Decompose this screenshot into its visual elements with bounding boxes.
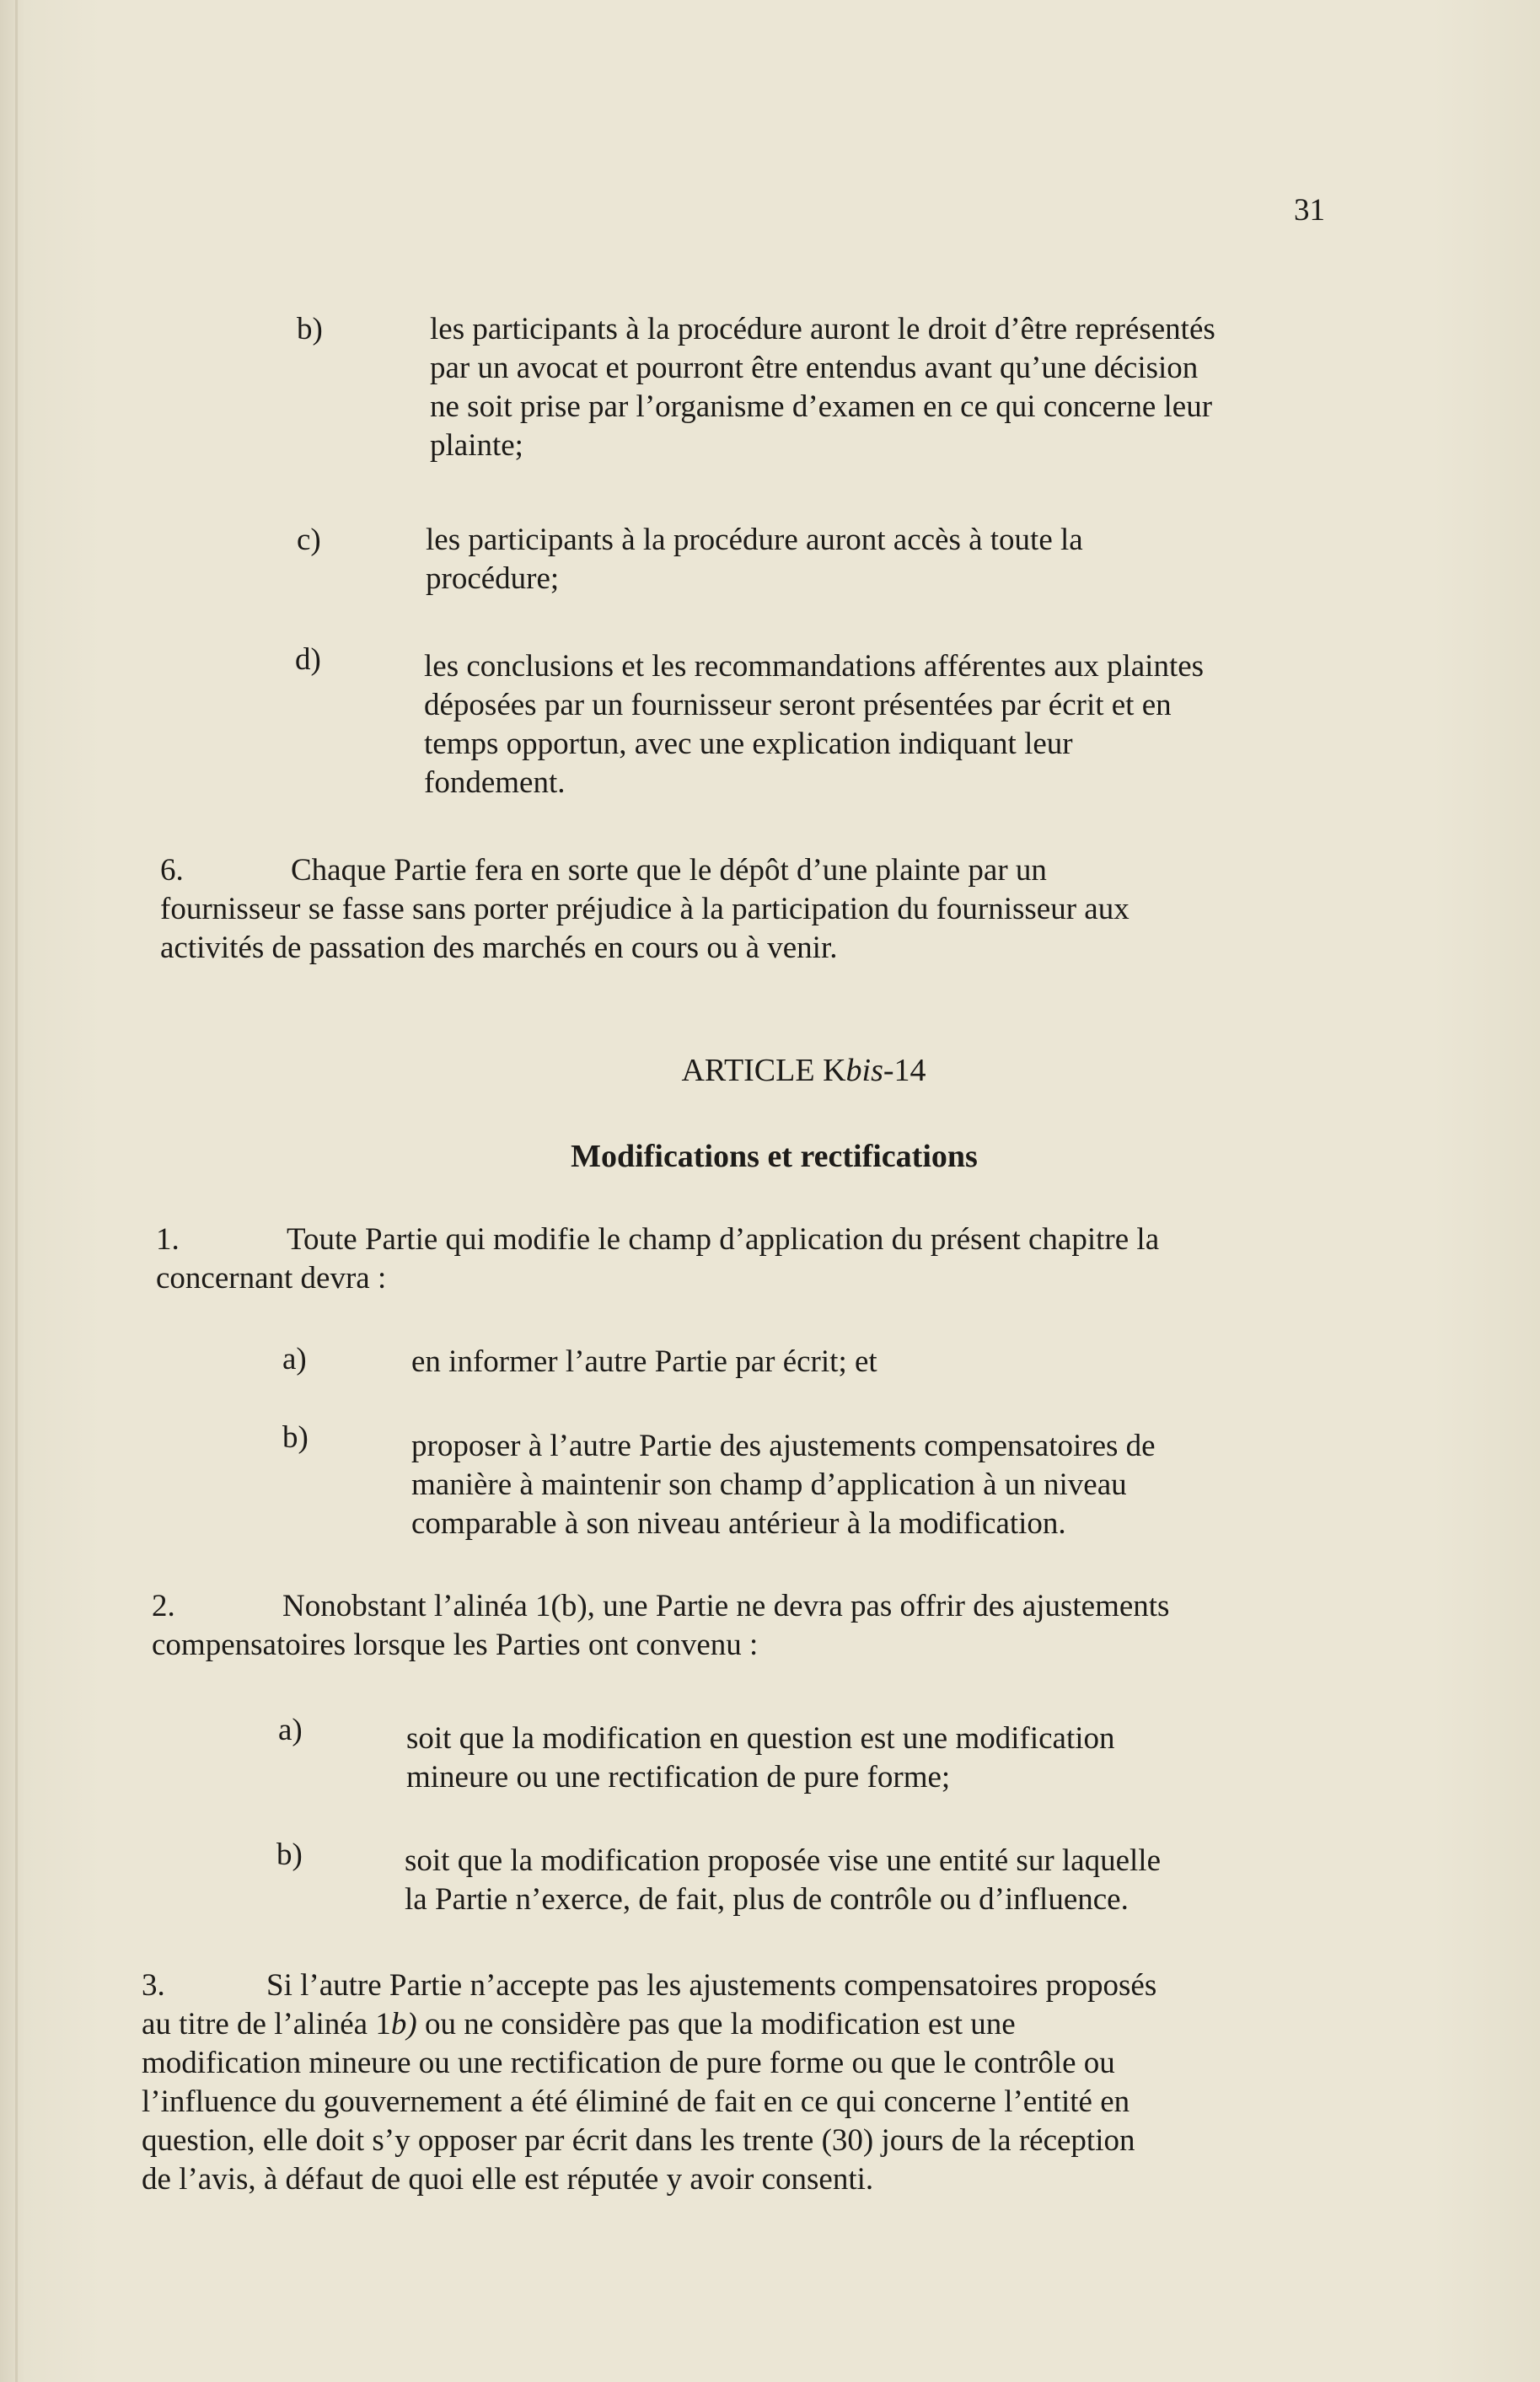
text-span: Si l’autre Partie n’accepte pas les ajustements compensatoires proposés bbox=[266, 1968, 1157, 2003]
text-line: fondement. bbox=[424, 765, 566, 800]
text-span: au titre de l’alinéa 1 bbox=[142, 2007, 391, 2041]
paragraph-number: 2. bbox=[152, 1589, 175, 1623]
text-line: soit que la modification proposée vise une entité sur laquelle bbox=[405, 1843, 1161, 1878]
item-text bbox=[430, 310, 1441, 465]
article-title-suffix: -14 bbox=[883, 1053, 926, 1088]
text-line: les participants à la procédure auront le droit d’être représentés bbox=[430, 312, 1215, 346]
text-span: Toute Partie qui modifie le champ d’application du présent chapitre la bbox=[287, 1222, 1160, 1257]
item-label: b) bbox=[282, 1420, 309, 1455]
text-line: de l’avis, à défaut de quoi elle est réputée y avoir consenti. bbox=[142, 2162, 874, 2197]
text-span: ou ne considère pas que la modification est une bbox=[416, 2007, 1016, 2041]
text-span: Nonobstant l’alinéa 1(b), une Partie ne devra pas offrir des ajustements bbox=[282, 1589, 1170, 1623]
text-line: plainte; bbox=[430, 428, 523, 463]
page-number: 31 bbox=[1294, 193, 1325, 228]
item-label: b) bbox=[276, 1837, 303, 1872]
article-title-italic: bis bbox=[845, 1053, 883, 1088]
text-line bbox=[142, 1966, 1490, 2005]
item-label: c) bbox=[297, 523, 321, 557]
text-line: fournisseur se fasse sans porter préjudice à la participation du fournisseur aux bbox=[160, 892, 1130, 926]
paragraph-number: 1. bbox=[156, 1222, 180, 1257]
item-text bbox=[411, 1343, 1423, 1381]
item-label: a) bbox=[278, 1713, 303, 1747]
item-text bbox=[426, 521, 1437, 598]
text-line bbox=[152, 1587, 1484, 1626]
article-title-prefix: ARTICLE K bbox=[681, 1053, 846, 1088]
text-line bbox=[156, 1221, 1471, 1259]
item-text bbox=[424, 647, 1469, 802]
text-line: en informer l’autre Partie par écrit; et bbox=[411, 1344, 877, 1379]
item-label: a) bbox=[282, 1342, 307, 1376]
text-line: ne soit prise par l’organisme d’examen en ce qui concerne leur bbox=[430, 389, 1213, 424]
article-title bbox=[34, 1052, 1540, 1089]
text-line: procédure; bbox=[426, 561, 560, 596]
paragraph-3 bbox=[142, 1966, 1490, 2199]
text-line: l’influence du gouvernement a été éliminé de fait en ce qui concerne l’entité en bbox=[142, 2084, 1130, 2119]
paragraph-number: 3. bbox=[142, 1968, 165, 2003]
text-line: par un avocat et pourront être entendus avant qu’une décision bbox=[430, 351, 1199, 385]
text-line: les participants à la procédure auront accès à toute la bbox=[426, 523, 1083, 557]
article-subtitle: Modifications et rectifications bbox=[571, 1139, 978, 1174]
item-text bbox=[405, 1842, 1450, 1919]
paragraph-1 bbox=[156, 1221, 1471, 1298]
paragraph-number: 6. bbox=[160, 853, 184, 888]
text-span-italic: b) bbox=[390, 2007, 417, 2041]
item-text bbox=[406, 1719, 1451, 1797]
text-line: modification mineure ou une rectification de pure forme ou que le contrôle ou bbox=[142, 2046, 1115, 2080]
item-text bbox=[411, 1427, 1457, 1543]
text-line bbox=[160, 851, 1475, 890]
text-line: les conclusions et les recommandations afférentes aux plaintes bbox=[424, 649, 1205, 684]
text-line: soit que la modification en question est une modification bbox=[406, 1721, 1115, 1756]
text-line: proposer à l’autre Partie des ajustements compensatoires de bbox=[411, 1429, 1156, 1463]
item-label: b) bbox=[297, 312, 323, 346]
text-line: déposées par un fournisseur seront présentées par écrit et en bbox=[424, 688, 1172, 722]
text-line: la Partie n’exerce, de fait, plus de contrôle ou d’influence. bbox=[405, 1882, 1129, 1917]
text-line: compensatoires lorsque les Parties ont convenu : bbox=[152, 1628, 759, 1662]
paragraph-2 bbox=[152, 1587, 1484, 1665]
text-line bbox=[142, 2005, 1490, 2044]
text-line: temps opportun, avec une explication indiquant leur bbox=[424, 727, 1073, 761]
text-line: comparable à son niveau antérieur à la modification. bbox=[411, 1506, 1066, 1541]
text-line: mineure ou une rectification de pure forme; bbox=[406, 1760, 951, 1795]
paragraph-6 bbox=[160, 851, 1475, 968]
text-line: activités de passation des marchés en cours ou à venir. bbox=[160, 931, 838, 965]
page-fold-shadow bbox=[15, 0, 18, 2382]
item-label: d) bbox=[295, 642, 321, 677]
text-line: manière à maintenir son champ d’application à un niveau bbox=[411, 1467, 1127, 1502]
text-span: Chaque Partie fera en sorte que le dépôt d’une plainte par un bbox=[291, 853, 1047, 888]
text-line: question, elle doit s’y opposer par écrit dans les trente (30) jours de la réception bbox=[142, 2123, 1135, 2158]
text-line: concernant devra : bbox=[156, 1261, 387, 1296]
